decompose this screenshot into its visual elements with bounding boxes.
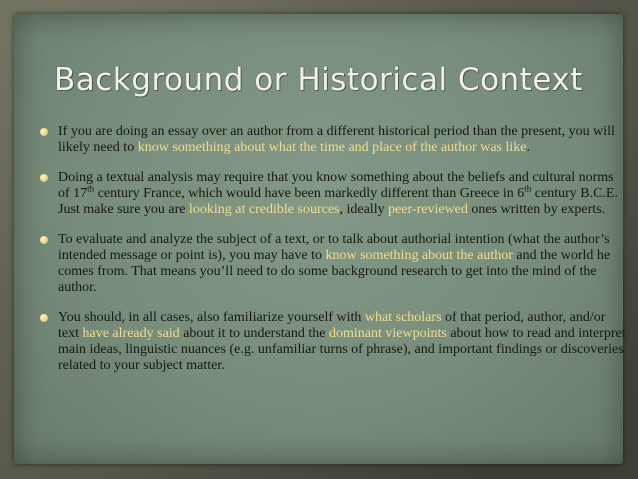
slide-title: Background or Historical Context	[54, 62, 583, 98]
bullet-text: , ideally	[339, 202, 389, 217]
bullet-item	[36, 124, 626, 156]
bullet-icon	[40, 314, 48, 322]
bullet-text: You should, in all cases, also familiarize yourself with	[58, 310, 365, 325]
bullet-text: .	[526, 140, 530, 155]
highlighted-phrase: know something about what the time and place of the author was like	[137, 140, 527, 155]
highlighted-phrase: know something about the author	[325, 248, 513, 263]
superscript: th	[524, 183, 532, 194]
bullet-icon	[40, 236, 48, 244]
bullet-icon	[40, 128, 48, 136]
bullet-text: To evaluate and analyze the subject of a text, or to talk about authorial intention (what the author’s intended message or point is), you may have to	[58, 232, 610, 263]
bullet-text: century B.C.E. Just make sure you are	[58, 186, 618, 217]
highlighted-phrase: dominant viewpoints	[329, 326, 447, 341]
bullet-text: If you are doing an essay over an author from a different historical period than the present, you will likely need to	[58, 124, 615, 155]
highlighted-phrase: what scholars	[364, 310, 442, 325]
bullet-text: and the world he comes from. That means you’ll need to do some background research to get into the mind of the author.	[58, 248, 611, 295]
bullet-text: about how to read and interpret main ideas, linguistic nuances (e.g. unfamiliar turns of phrase), and important findings or discoveries related to your subject matter.	[58, 326, 626, 373]
bullet-text: about it to understand the	[179, 326, 329, 341]
bullet-text: of that period, author, and/or text	[58, 310, 606, 341]
highlighted-phrase: looking at credible sources	[189, 202, 340, 217]
bullet-item	[36, 170, 626, 218]
bullet-text: ones written by experts.	[467, 202, 606, 217]
bullet-item	[36, 232, 626, 296]
highlighted-phrase: have already said	[82, 326, 180, 341]
bullet-text: century France, which would have been markedly different than Greece in 6	[94, 186, 525, 201]
bullet-item	[36, 310, 626, 374]
bullet-text: Doing a textual analysis may require that you know something about the beliefs and cultural norms of 17	[58, 170, 614, 201]
superscript: th	[87, 183, 95, 194]
highlighted-phrase: peer-reviewed	[388, 202, 468, 217]
slide	[14, 14, 626, 464]
bullet-icon	[40, 174, 48, 182]
bullet-list	[36, 124, 626, 388]
